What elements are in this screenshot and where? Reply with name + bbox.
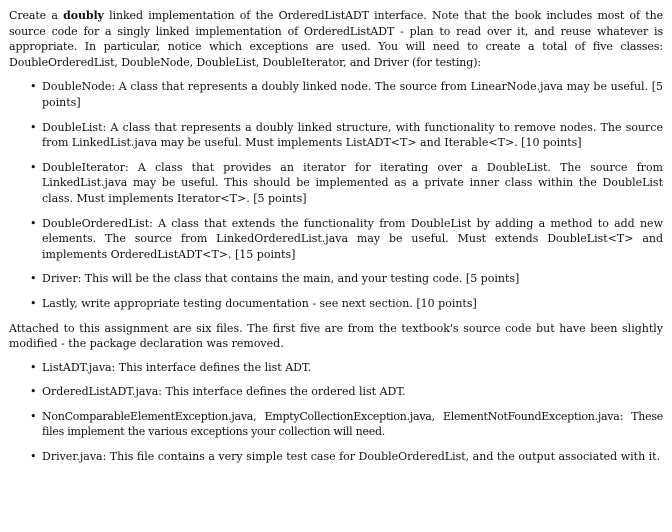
list-item — [9, 360, 663, 376]
list-item-text: Driver: This will be the class that contains the main, and your testing code. [5 points] — [42, 272, 520, 286]
bullet-icon: • — [30, 80, 37, 94]
list-item-text: Driver.java: This file contains a very simple test case for DoubleOrderedList, and the output associated with it. — [42, 450, 661, 464]
attachments-paragraph: Attached to this assignment are six files. The first five are from the textbook's source code but have been slightly modified - the package declaration was removed. — [9, 321, 663, 351]
bullet-icon: • — [30, 120, 37, 134]
list-item-text: Lastly, write appropriate testing documentation - see next section. [10 points] — [42, 296, 477, 310]
intro-paragraph — [9, 8, 663, 70]
class-list — [9, 79, 663, 311]
list-item-text: NonComparableElementException.java, EmptyCollectionException.java, ElementNotFoundException.java: These files implement the various exceptions your collection will need. — [42, 409, 663, 439]
list-item — [9, 384, 663, 400]
list-item — [9, 296, 663, 312]
bullet-icon: • — [30, 296, 37, 310]
list-item — [9, 120, 663, 151]
list-item-text: DoubleList: A class that represents a doubly linked structure, with functionality to remove nodes. The source from LinkedList.java may be useful. Must implements ListADT<T> and Iterable<T>. [10 points] — [42, 120, 663, 150]
list-item — [9, 79, 663, 110]
list-item-text: DoubleOrderedList: A class that extends the functionality from DoubleList by adding a method to add new elements. The source from LinkedOrderedList.java may be useful. Must extends DoubleList<T> and implements OrderedListADT<T>. [15 points] — [42, 216, 663, 261]
list-item — [9, 216, 663, 263]
bullet-icon: • — [30, 450, 37, 464]
list-item-text: DoubleIterator: A class that provides an iterator for iterating over a DoubleList. The source from LinkedList.java may be useful. This should be implemented as a private inner class within the DoubleList class. Must implements Iterator<T>. [5 points] — [42, 160, 663, 205]
bullet-icon: • — [30, 216, 37, 230]
list-item-text: OrderedListADT.java: This interface defines the ordered list ADT. — [42, 385, 406, 399]
assignment-page — [9, 8, 663, 474]
bullet-icon: • — [30, 160, 37, 174]
list-item — [9, 160, 663, 207]
bullet-icon: • — [30, 272, 37, 286]
list-item — [9, 409, 663, 440]
list-item — [9, 449, 663, 465]
intro-emphasis: doubly — [63, 9, 104, 22]
intro-text-pre: Create a — [9, 9, 64, 22]
intro-text-post: linked implementation of the OrderedListADT interface. Note that the book includes most of the source code for a singly linked implementation of OrderedListADT - plan to read over it, and reuse whatever is appropriate. In particular, notice which exceptions are used. You will need to create a total of five classes: DoubleOrderedList, DoubleNode, DoubleList, DoubleIterator, and Driver (for testing): — [9, 9, 663, 69]
list-item-text: ListADT.java: This interface defines the list ADT. — [42, 360, 312, 374]
list-item-text: DoubleNode: A class that represents a doubly linked node. The source from LinearNode.java may be useful. [5 points] — [42, 80, 663, 109]
bullet-icon: • — [30, 385, 37, 399]
list-item — [9, 271, 663, 287]
file-list — [9, 360, 663, 465]
bullet-icon: • — [30, 360, 37, 374]
bullet-icon: • — [30, 409, 37, 423]
